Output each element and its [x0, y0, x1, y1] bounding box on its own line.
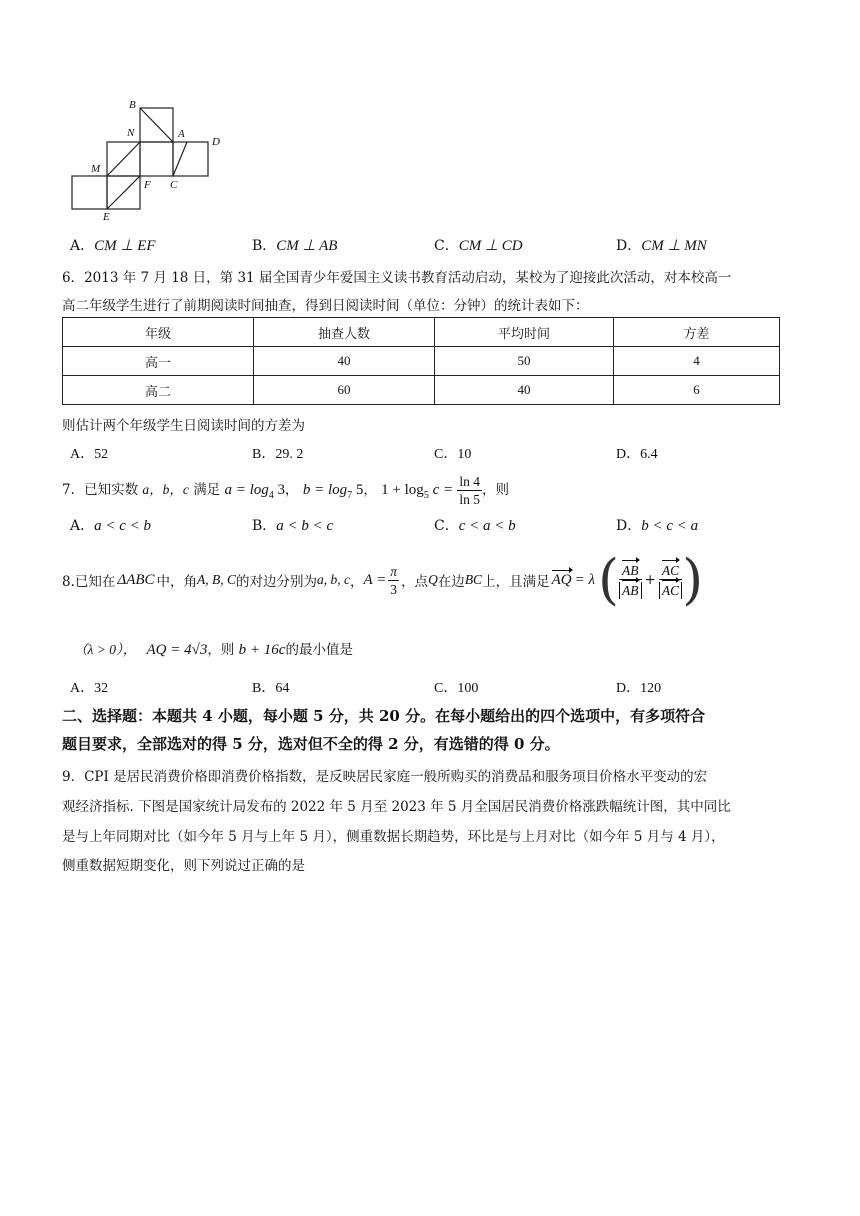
- q6-option-d[interactable]: D．6.4: [616, 447, 658, 462]
- q6-question: 则估计两个年级学生日阅读时间的方差为: [62, 418, 305, 434]
- q6-table: [62, 317, 780, 405]
- table-header: 抽查人数: [254, 318, 435, 347]
- q7-stem: 7．已知实数 a，b，c 满足 $a = \log_4 3$， $b = \log_7 5$， $1 + \log_5 c$ = $\frac{\ln 4}{\ln 5}$ ，则: [62, 474, 510, 507]
- q8-option-b[interactable]: B．64: [252, 681, 290, 696]
- table-cell: 40: [254, 347, 435, 376]
- q7-option-d[interactable]: D．b < c < a: [616, 518, 699, 534]
- table-cell: 高一: [63, 347, 254, 376]
- label-M: M: [91, 163, 101, 175]
- q5-option-d[interactable]: D．CM ⊥ MN: [616, 238, 707, 254]
- q7-option-a[interactable]: A．a < c < b: [70, 518, 152, 534]
- label-E: E: [103, 211, 110, 222]
- q6-option-b[interactable]: B．29. 2: [252, 447, 304, 462]
- table-cell: 50: [435, 347, 614, 376]
- q9-stem-line3: 是与上年同期对比（如今年 5 月与上年 5 月），侧重数据长期趋势，环比是与上月对比（如今年 5 月与 4 月），: [62, 829, 725, 845]
- section-2-heading-line2: 题目要求，全部选对的得 5 分，选对但不全的得 2 分，有选错的得 0 分。: [62, 735, 560, 753]
- cube-net-figure: [60, 92, 230, 222]
- q7-fraction: $\frac{\ln 4}{\ln 5}$: [459, 474, 481, 507]
- q6-stem-line2: 高二年级学生进行了前期阅读时间抽查，得到日阅读时间（单位：分钟）的统计表如下：: [62, 298, 589, 314]
- table-header: 平均时间: [435, 318, 614, 347]
- table-header: 方差: [614, 318, 780, 347]
- table-cell: 4: [614, 347, 780, 376]
- q7-option-c[interactable]: C．c < a < b: [434, 518, 516, 534]
- section-2-heading-line1: 二、选择题：本题共 4 小题，每小题 5 分，共 20 分。在每小题给出的四个选项中，有多项符合: [62, 707, 706, 725]
- table-cell: 60: [254, 376, 435, 405]
- label-F: F: [144, 179, 151, 191]
- q8-option-d[interactable]: D．120: [616, 681, 662, 696]
- table-cell: 高二: [63, 376, 254, 405]
- table-row: [63, 376, 780, 405]
- q8-option-c[interactable]: C．100: [434, 681, 479, 696]
- label-N: N: [127, 127, 135, 139]
- table-row: [63, 347, 780, 376]
- q9-stem-line1: 9．CPI 是居民消费价格即消费价格指数，是反映居民家庭一般所购买的消费品和服务项目价格水平变动的宏: [62, 769, 708, 785]
- table-header: 年级: [63, 318, 254, 347]
- table-header-row: [63, 318, 780, 347]
- q9-stem-line2: 观经济指标. 下图是国家统计局发布的 2022 年 5 月至 2023 年 5 月全国居民消费价格涨跌幅统计图，其中同比: [62, 799, 731, 815]
- q8-stem: 8.已知在 ΔABC 中，角 A, B, C 的对边分别为 a, b, c ， A = $\frac{\pi}{3}$ ，点 Q 在边 BC 上，且满足 AQ = λ ( $\frac{AB}{AB}$ + $\frac{AC}{AC}$ ): [62, 548, 704, 611]
- q5-option-c[interactable]: C．CM ⊥ CD: [434, 238, 523, 254]
- q6-option-c[interactable]: C．10: [434, 447, 472, 462]
- q7-option-b[interactable]: B．a < b < c: [252, 518, 334, 534]
- label-A: A: [178, 128, 185, 140]
- label-B: B: [129, 99, 136, 111]
- q8-option-a[interactable]: A．32: [70, 681, 109, 696]
- q9-stem-line4: 侧重数据短期变化，则下列说过正确的是: [62, 858, 305, 874]
- q8-condition: （λ > 0）， AQ = 4√3，则 b + 16c的最小值是: [74, 642, 353, 658]
- table-cell: 40: [435, 376, 614, 405]
- table-cell: 6: [614, 376, 780, 405]
- q5-option-b[interactable]: B．CM ⊥ AB: [252, 238, 338, 254]
- q5-option-a[interactable]: A．CM ⊥ EF: [70, 238, 156, 254]
- label-C: C: [170, 179, 178, 191]
- label-D: D: [212, 136, 220, 148]
- q6-option-a[interactable]: A．52: [70, 447, 109, 462]
- q6-stem-line1: 6．2013 年 7 月 18 日，第 31 届全国青少年爱国主义读书教育活动启动，某校为了迎接此次活动，对本校高一: [62, 270, 732, 286]
